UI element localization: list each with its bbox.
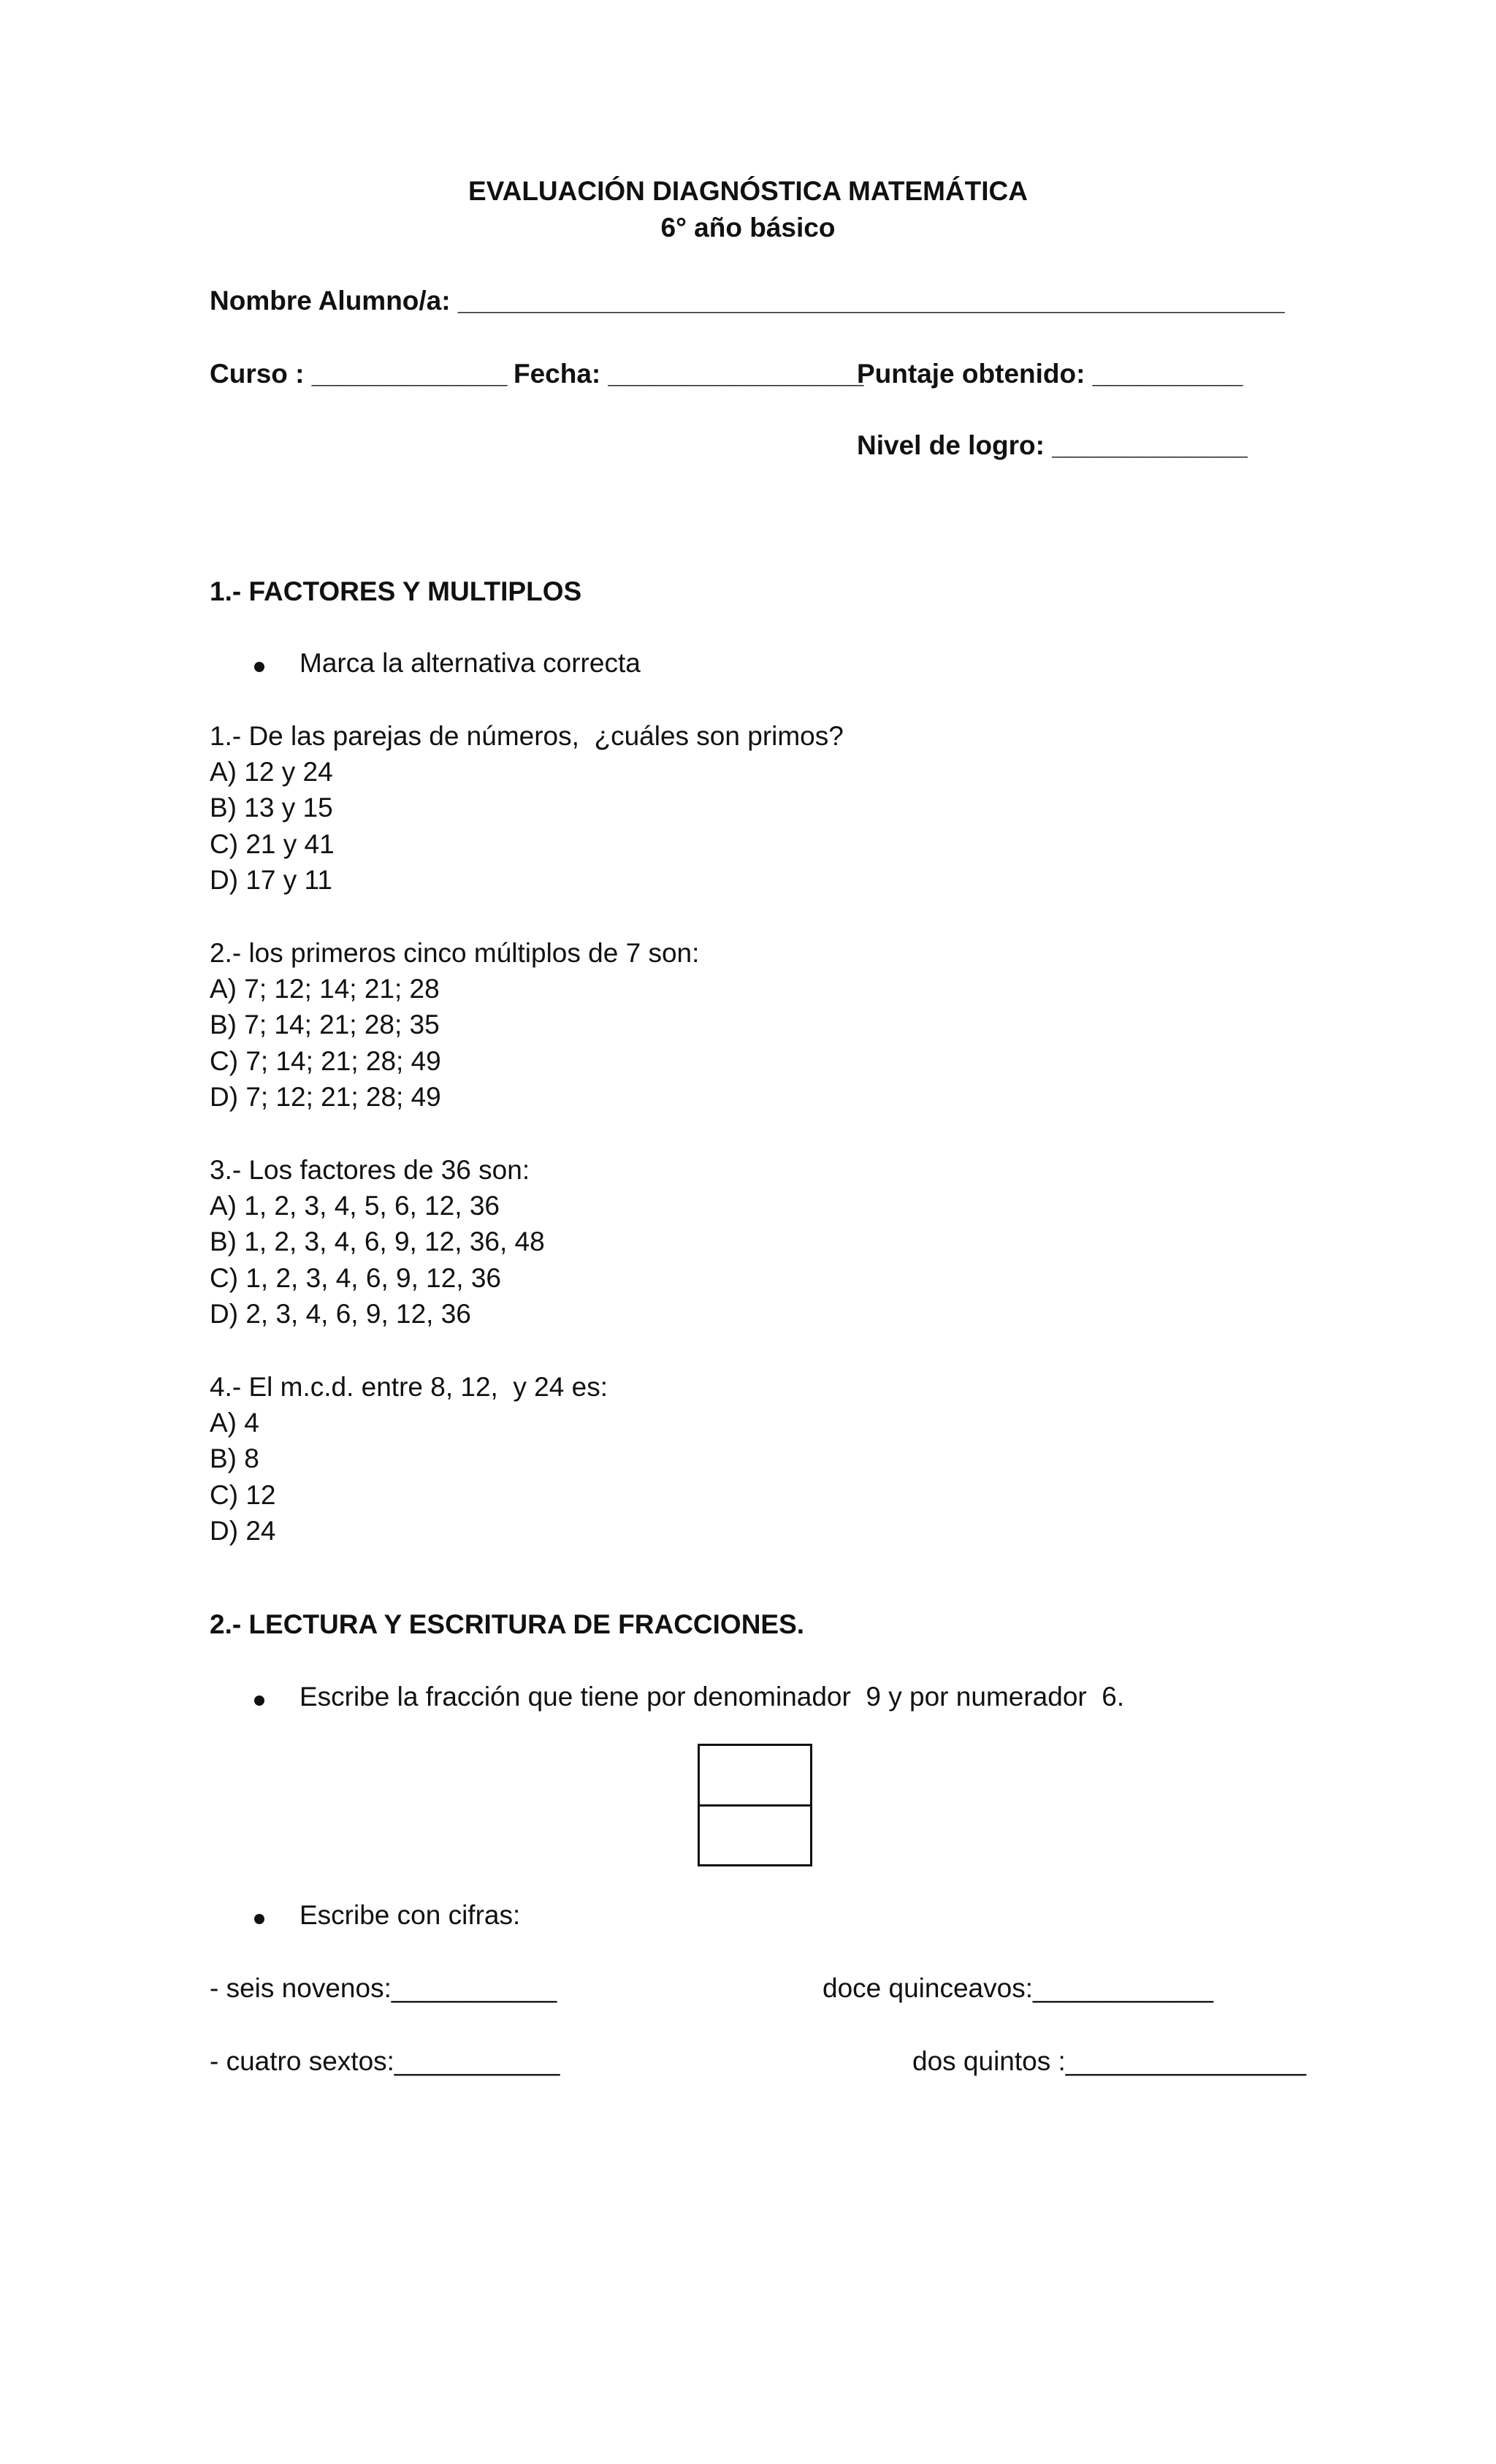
- curso-field[interactable]: Curso : _____________: [210, 359, 508, 389]
- document-title: EVALUACIÓN DIAGNÓSTICA MATEMÁTICA: [468, 176, 1028, 206]
- option-3d[interactable]: D) 2, 3, 4, 6, 9, 12, 36: [210, 1299, 471, 1329]
- option-4a[interactable]: A) 4: [210, 1408, 259, 1438]
- option-1d[interactable]: D) 17 y 11: [210, 865, 332, 895]
- answer-cuatro-sextos[interactable]: - cuatro sextos:___________: [210, 2046, 560, 2076]
- option-3a[interactable]: A) 1, 2, 3, 4, 5, 6, 12, 36: [210, 1191, 500, 1221]
- option-2d[interactable]: D) 7; 12; 21; 28; 49: [210, 1082, 441, 1112]
- option-4d[interactable]: D) 24: [210, 1516, 276, 1546]
- document-subtitle: 6° año básico: [660, 213, 836, 243]
- option-2b[interactable]: B) 7; 14; 21; 28; 35: [210, 1010, 440, 1040]
- question-2: 2.- los primeros cinco múltiplos de 7 son:: [210, 938, 700, 968]
- section2-title: 2.- LECTURA Y ESCRITURA DE FRACCIONES.: [210, 1609, 805, 1639]
- option-4b[interactable]: B) 8: [210, 1443, 259, 1473]
- option-3b[interactable]: B) 1, 2, 3, 4, 6, 9, 12, 36, 48: [210, 1227, 545, 1256]
- option-3c[interactable]: C) 1, 2, 3, 4, 6, 9, 12, 36: [210, 1263, 502, 1293]
- option-1b[interactable]: B) 13 y 15: [210, 793, 333, 823]
- option-2c[interactable]: C) 7; 14; 21; 28; 49: [210, 1046, 441, 1076]
- bullet-icon: [254, 1696, 264, 1706]
- section2-instruction-1: Escribe la fracción que tiene por denominador 9 y por numerador 6.: [299, 1682, 1125, 1712]
- section1-instruction: Marca la alternativa correcta: [299, 648, 641, 678]
- option-4c[interactable]: C) 12: [210, 1480, 276, 1510]
- question-1: 1.- De las parejas de números, ¿cuáles son primos?: [210, 721, 844, 751]
- section2-instruction-2: Escribe con cifras:: [299, 1900, 521, 1930]
- bullet-icon: [254, 662, 264, 672]
- question-3: 3.- Los factores de 36 son:: [210, 1155, 530, 1185]
- nivel-logro-field[interactable]: Nivel de logro: _____________: [857, 430, 1248, 460]
- nombre-field[interactable]: Nombre Alumno/a: _______________________________________________________: [210, 286, 1285, 316]
- fraction-answer-box[interactable]: [698, 1744, 812, 1866]
- puntaje-field[interactable]: Puntaje obtenido: __________: [857, 359, 1243, 389]
- option-1a[interactable]: A) 12 y 24: [210, 757, 333, 787]
- fraction-bar: [700, 1804, 810, 1807]
- answer-seis-novenos[interactable]: - seis novenos:___________: [210, 1973, 557, 2003]
- question-4: 4.- El m.c.d. entre 8, 12, y 24 es:: [210, 1372, 608, 1402]
- fecha-field[interactable]: Fecha: _________________: [514, 359, 864, 389]
- section1-title: 1.- FACTORES Y MULTIPLOS: [210, 576, 582, 606]
- bullet-icon: [254, 1914, 264, 1924]
- answer-dos-quintos[interactable]: dos quintos :________________: [912, 2046, 1307, 2076]
- answer-doce-quinceavos[interactable]: doce quinceavos:____________: [823, 1973, 1213, 2003]
- option-1c[interactable]: C) 21 y 41: [210, 829, 335, 859]
- option-2a[interactable]: A) 7; 12; 14; 21; 28: [210, 974, 440, 1004]
